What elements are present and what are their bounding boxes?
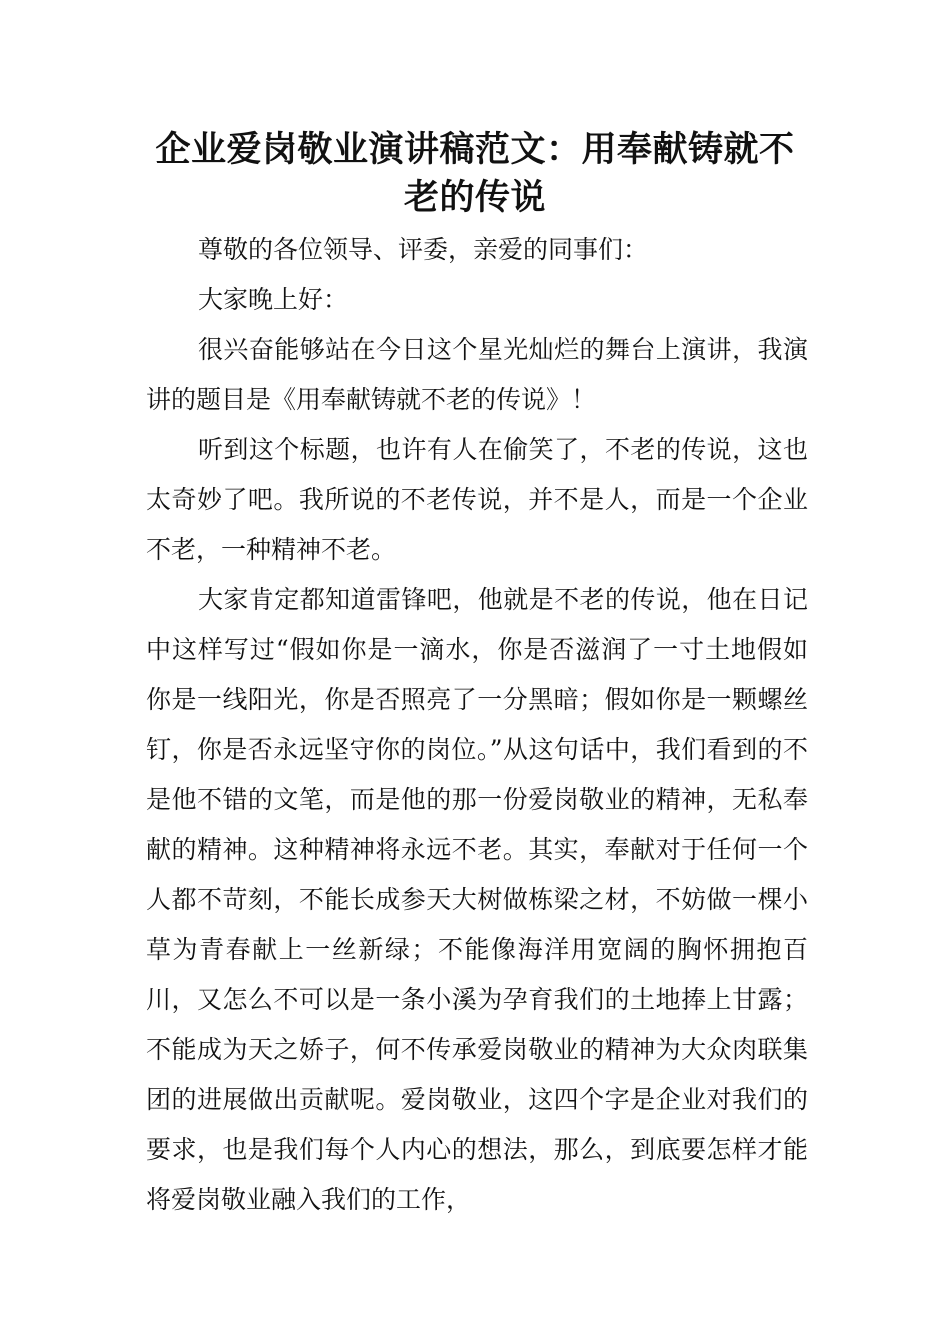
paragraph-title-explanation: 听到这个标题，也许有人在偷笑了，不老的传说，这也太奇妙了吧。我所说的不老传说，并不是人，而是一个企业不老，一种精神不老。 [146, 435, 808, 564]
paragraph-intro: 很兴奋能够站在今日这个星光灿烂的舞台上演讲，我演讲的题目是《用奉献铸就不老的传说》！ [146, 335, 808, 414]
document-title: 企业爱岗敬业演讲稿范文：用奉献铸就不老的传说 [155, 130, 795, 218]
document-body [146, 225, 808, 1225]
paragraph-leifeng: 大家肯定都知道雷锋吧，他就是不老的传说，他在日记中这样写过“假如你是一滴水，你是否滋润了一寸土地假如你是一线阳光，你是否照亮了一分黑暗；假如你是一颗螺丝钉，你是否永远坚守你的岗位。”从这句话中，我们看到的不是他不错的文笔，而是他的那一份爱岗敬业的精神，无私奉献的精神。这种精神将永远不老。其实，奉献对于任何一个人都不苛刻，不能长成参天大树做栋梁之材，不妨做一棵小草为青春献上一丝新绿；不能像海洋用宽阔的胸怀拥抱百川，又怎么不可以是一条小溪为孕育我们的土地捧上甘露；不能成为天之娇子，何不传承爱岗敬业的精神为大众肉联集团的进展做出贡献呢。爱岗敬业，这四个字是企业对我们的要求，也是我们每个人内心的想法，那么，到底要怎样才能将爱岗敬业融入我们的工作， [146, 585, 808, 1214]
paragraph-greeting: 大家晚上好： [198, 285, 349, 314]
paragraph-salutation: 尊敬的各位领导、评委，亲爱的同事们： [198, 235, 649, 264]
